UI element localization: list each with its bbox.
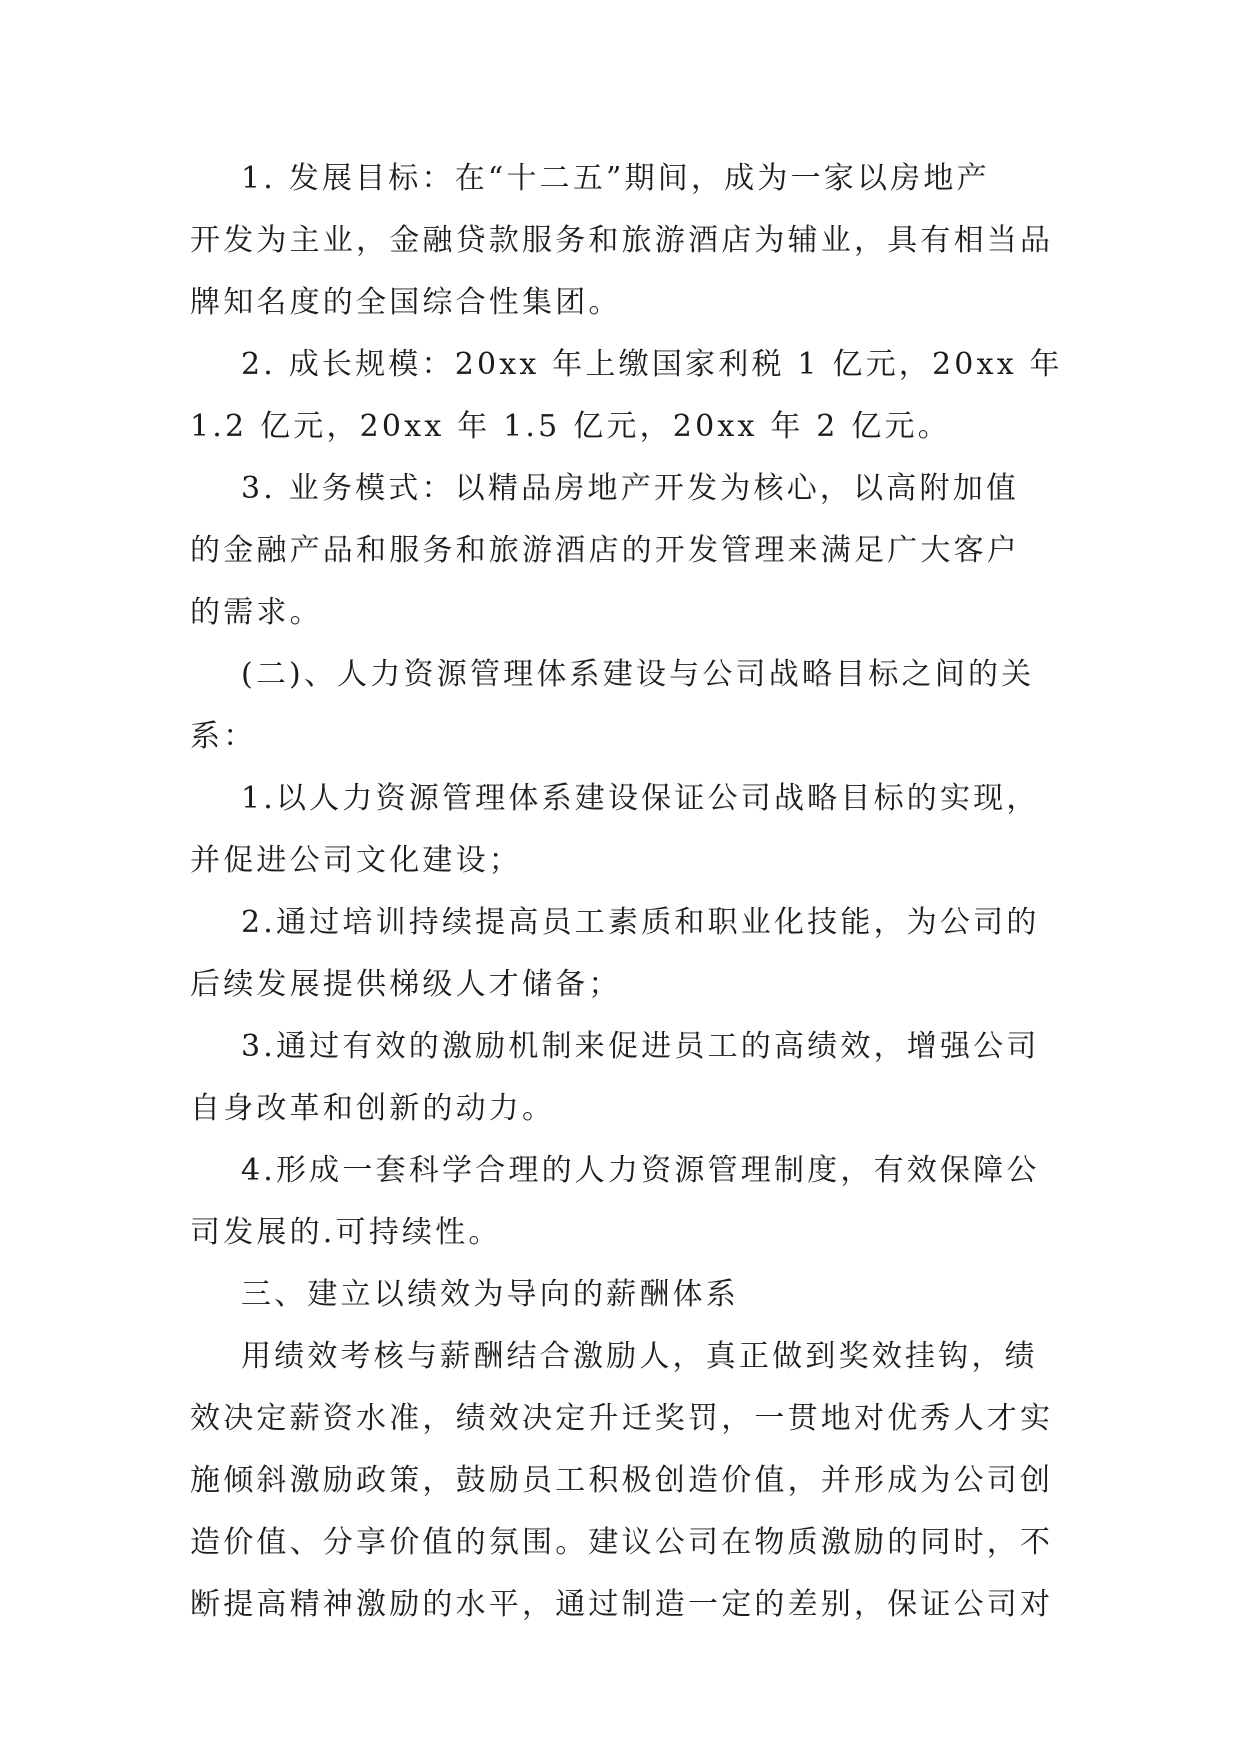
text-line: 开发为主业，金融贷款服务和旅游酒店为辅业，具有相当品 [190,223,1054,258]
text-line: 造价值、分享价值的氛围。建议公司在物质激励的同时，不 [190,1525,1054,1560]
text-line: 施倾斜激励政策，鼓励员工积极创造价值，并形成为公司创 [190,1463,1054,1498]
text-line: 牌知名度的全国综合性集团。 [190,285,622,320]
text-line: 1.2 亿元，20xx 年 1.5 亿元，20xx 年 2 亿元。 [190,409,951,444]
section-heading: (二)、人力资源管理体系建设与公司战略目标之间的关 [190,657,1035,692]
text-line: 后续发展提供梯级人才储备； [190,967,622,1002]
text-line: 司发展的.可持续性。 [190,1215,502,1250]
text-line: 并促进公司文化建设； [190,843,522,878]
text-line: 3.通过有效的激励机制来促进员工的高绩效，增强公司 [190,1029,1040,1064]
text-line: 的金融产品和服务和旅游酒店的开发管理来满足广大客户 [190,533,1020,568]
text-line: 2. 成长规模：20xx 年上缴国家利税 1 亿元，20xx 年 [190,347,1063,382]
text-line: 2.通过培训持续提高员工素质和职业化技能，为公司的 [190,905,1040,940]
text-line: 断提高精神激励的水平，通过制造一定的差别，保证公司对 [190,1587,1054,1622]
section-heading: 三、建立以绩效为导向的薪酬体系 [190,1277,739,1312]
text-line: 效决定薪资水准，绩效决定升迁奖罚，一贯地对优秀人才实 [190,1401,1054,1436]
text-line: 3. 业务模式：以精品房地产开发为核心，以高附加值 [190,471,1020,506]
text-line: 4.形成一套科学合理的人力资源管理制度，有效保障公 [190,1153,1040,1188]
text-line: 系： [190,719,257,754]
text-line: 1.以人力资源管理体系建设保证公司战略目标的实现， [190,781,1040,816]
text-line: 的需求。 [190,595,323,630]
text-line: 1. 发展目标：在“十二五”期间，成为一家以房地产 [190,161,990,196]
text-line: 用绩效考核与薪酬结合激励人，真正做到奖效挂钩，绩 [190,1339,1038,1374]
text-line: 自身改革和创新的动力。 [190,1091,556,1126]
